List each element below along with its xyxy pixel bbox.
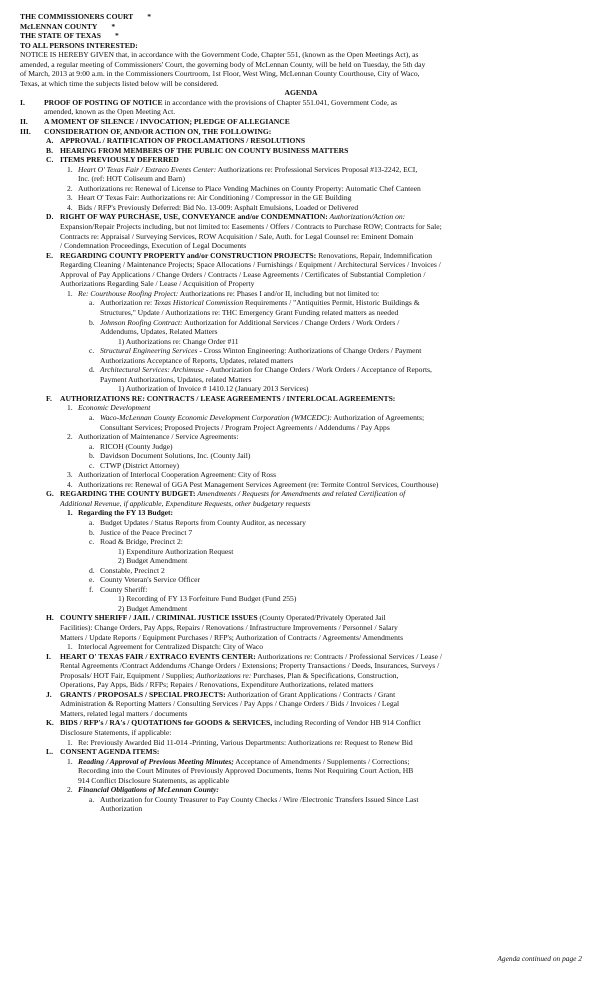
- list-item: [20, 480, 582, 490]
- star-mark: *: [147, 12, 152, 21]
- list-item-continued: Inc. (ref: HOT Coliseum and Barn): [78, 174, 185, 184]
- text-span: Regarding the FY 13 Budget:: [78, 508, 174, 518]
- to-all-persons: TO ALL PERSONS INTERESTED:: [20, 40, 138, 50]
- list-item-continued: Recording into the Court Minutes of Previously Approved Documents, Items Not Requiring Court Action, HB: [78, 766, 414, 776]
- text-span: Authorization/Action on:: [327, 212, 406, 222]
- list-item: [20, 642, 582, 652]
- section-iii: [20, 127, 582, 137]
- sub-sub-item: 1) Authorizations re: Change Order #11: [118, 336, 239, 346]
- list-marker: a.: [89, 412, 95, 422]
- text-span: Bids / RFP's Previously Deferred: Bid No. 13-009: Asphalt Emulsions, Loaded or Delivered: [78, 202, 359, 212]
- list-marker: b.: [89, 317, 95, 327]
- sub-item: [20, 537, 582, 547]
- list-marker: b.: [89, 451, 95, 461]
- list-item: [20, 203, 582, 213]
- item-text: Regarding Cleaning / Maintenance Projects; Space Allocations / Furnishings / Equipment / Architectural Services / Invoices /: [60, 260, 441, 270]
- text-span: Authorization of Agreements;: [331, 412, 425, 422]
- list-marker: 4.: [67, 479, 73, 489]
- notice-line: NOTICE IS HEREBY GIVEN that, in accordance with the Government Code, Chapter 551, (known as the Open Meetings Act), as: [20, 50, 419, 60]
- list-marker: a.: [89, 441, 95, 451]
- text-span: Purchases, Plan & Specifications, Construction,: [251, 670, 399, 680]
- sub-item-continued: Structures," Update / Authorizations re: THC Emergency Grant Funding related matters as needed: [100, 307, 399, 317]
- text-span: Requirements / "Antiquities Permit, Historic Buildings &: [243, 298, 420, 308]
- text-span: Financial Obligations of McLennan County:: [78, 785, 219, 795]
- item-text: Approval of Pay Applications / Change Orders / Contracts / Lease Agreements / Certificates of Substantial Completion /: [60, 269, 426, 279]
- item-text: Administration & Reporting Matters / Consulting Services / Pay Apps / Change Orders / Bids / Invoices / Legal: [60, 699, 400, 709]
- sub-sub-item: 2) Budget Amendment: [118, 603, 188, 613]
- item-h: [20, 613, 582, 623]
- agenda-title: AGENDA: [284, 88, 318, 98]
- item-text: Rental Agreements /Contract Addendums /Change Orders / Extensions; Property Transactions / Deeds, Insurances, Surveys /: [60, 661, 440, 671]
- list-marker: a.: [89, 794, 95, 804]
- sub-item: [20, 566, 582, 576]
- sub-item: [20, 585, 582, 595]
- item-d: [20, 212, 582, 222]
- list-item: [20, 432, 582, 442]
- sub-item: [20, 795, 582, 805]
- text-span: Authorization of Interlocal Cooperation Agreement: City of Ross: [78, 470, 277, 480]
- section-number: II.: [20, 117, 28, 127]
- text-span: Renovations, Repair, Indemnification: [316, 250, 433, 260]
- item-a: [20, 136, 582, 146]
- item-g: [20, 489, 582, 499]
- text-span: RIGHT OF WAY PURCHASE, USE, CONVEYANCE and/or CONDEMNATION:: [60, 212, 328, 222]
- sub-item: [20, 442, 582, 452]
- text-span: Architectural Services: Archimuse: [100, 365, 204, 375]
- text-span: (County Operated/Privately Operated Jail: [257, 613, 386, 623]
- section-title: CONSIDERATION OF, AND/OR ACTION ON, THE FOLLOWING:: [44, 126, 272, 136]
- item-text: Additional Revenue, if applicable, Expenditure Requests, other budgetary requests: [60, 498, 311, 508]
- sub-item: [20, 518, 582, 528]
- list-item: [20, 165, 582, 175]
- list-marker: E.: [46, 250, 53, 260]
- list-marker: J.: [46, 689, 52, 699]
- section-title: PROOF OF POSTING OF NOTICE: [44, 97, 163, 107]
- list-marker: 1.: [67, 288, 73, 298]
- sub-item: [20, 413, 582, 423]
- list-marker: 1.: [67, 164, 73, 174]
- court-title: THE COMMISSIONERS COURT: [20, 12, 134, 21]
- sub-item: [20, 346, 582, 356]
- sub-item: [20, 365, 582, 375]
- section-text: amended, known as the Open Meeting Act.: [44, 107, 176, 117]
- text-span: Davidson Document Solutions, Inc. (County Jail): [100, 451, 251, 461]
- text-span: Road & Bridge, Precinct 2:: [100, 537, 183, 547]
- state-title: THE STATE OF TEXAS: [20, 31, 101, 41]
- county-title: McLENNAN COUNTY: [20, 21, 98, 31]
- item-text: [20, 671, 582, 681]
- sub-item: [20, 298, 582, 308]
- sub-item-continued: Authorization: [100, 804, 143, 814]
- text-span: Budget Updates / Status Reports from County Auditor, as necessary: [100, 517, 306, 527]
- text-span: Re: Courthouse Roofing Project:: [78, 288, 179, 298]
- text-span: Justice of the Peace Precinct 7: [100, 527, 193, 537]
- list-marker: 1.: [67, 403, 73, 413]
- list-marker: d.: [89, 365, 95, 375]
- text-span: Authorization for County Treasurer to Pay County Checks / Wire /Electronic Transfers Issued Since Last: [100, 794, 419, 804]
- section-title: A MOMENT OF SILENCE / INVOCATION; PLEDGE OF ALLEGIANCE: [44, 117, 290, 127]
- text-span: REGARDING COUNTY PROPERTY and/or CONSTRUCTION PROJECTS:: [60, 250, 317, 260]
- list-marker: 3.: [67, 193, 73, 203]
- text-span: CONSENT AGENDA ITEMS:: [60, 747, 160, 757]
- item-text: / Condemnation Proceedings, Execution of Legal Documents: [60, 241, 247, 251]
- item-l: [20, 747, 582, 757]
- star-mark: *: [114, 31, 119, 41]
- text-span: Authorization of Grant Applications / Contracts / Grant: [225, 689, 396, 699]
- text-span: - Authorization for Change Orders / Work Orders / Acceptance of Reports,: [203, 365, 432, 375]
- text-span: Structural Engineering Services: [100, 346, 198, 356]
- list-marker: 2.: [67, 432, 73, 442]
- text-span: - Cross Winton Engineering: Authorizations of Change Orders / Payment: [197, 346, 422, 356]
- text-span: CTWP (District Attorney): [100, 460, 180, 470]
- sub-item: [20, 575, 582, 585]
- list-marker: I.: [46, 651, 51, 661]
- item-f: [20, 394, 582, 404]
- item-j: [20, 690, 582, 700]
- item-e: [20, 251, 582, 261]
- item-i: [20, 652, 582, 662]
- list-marker: D.: [46, 212, 54, 222]
- list-marker: 1.: [67, 642, 73, 652]
- section-number: I.: [20, 97, 25, 107]
- sub-item: [20, 528, 582, 538]
- list-marker: c.: [89, 346, 95, 356]
- list-marker: c.: [89, 537, 95, 547]
- list-item: [20, 785, 582, 795]
- sub-sub-item: 1) Recording of FY 13 Forfeiture Fund Budget (Fund 255): [118, 594, 297, 604]
- section-i: [20, 98, 582, 117]
- item-text: Matters / Update Reports / Equipment Purchases / RFP's; Authorization of Contracts / Agreements/ Amendments: [60, 632, 404, 642]
- sub-item-continued: Addendums, Updates, Related Matters: [100, 327, 218, 337]
- list-marker: 2.: [67, 183, 73, 193]
- text-span: Authorization for Additional Services / Change Orders / Work Orders /: [182, 317, 400, 327]
- list-marker: C.: [46, 155, 54, 165]
- star-mark: *: [111, 21, 116, 31]
- text-span: GRANTS / PROPOSALS / SPECIAL PROJECTS:: [60, 689, 226, 699]
- text-span: Johnson Roofing Contract:: [100, 317, 183, 327]
- text-span: Interlocal Agreement for Centralized Dispatch: City of Waco: [78, 642, 264, 652]
- section-number: III.: [20, 126, 31, 136]
- list-marker: 1.: [67, 756, 73, 766]
- list-marker: H.: [46, 613, 54, 623]
- item-c: [20, 155, 582, 165]
- list-marker: 1.: [67, 508, 73, 518]
- list-item: [20, 289, 582, 299]
- text-span: Waco-McLennan County Economic Development Corporation (WMCEDC):: [100, 412, 332, 422]
- item-text: Disclosure Statements, if applicable:: [60, 728, 172, 738]
- sub-item-continued: Payment Authorizations, Updates, related Matters: [100, 374, 252, 384]
- sub-sub-item: 1) Expenditure Authorization Request: [118, 546, 234, 556]
- text-span: Authorizations re: Renewal of License to Place Vending Machines on County Property: Automatic Chef Canteen: [78, 183, 421, 193]
- notice-line: of March, 2013 at 9:00 a.m. in the Commissioners Courtroom, 1st Floor, West Wing, McLennan County Courthouse, City of Waco,: [20, 69, 420, 79]
- list-marker: 4.: [67, 202, 73, 212]
- list-item: [20, 470, 582, 480]
- text-span: Texas Historical Commission: [153, 298, 244, 308]
- list-item: [20, 403, 582, 413]
- text-span: Proposals/ HOT Fair, Equipment / Supplies;: [60, 670, 197, 680]
- text-span: HEARING FROM MEMBERS OF THE PUBLIC ON COUNTY BUSINESS MATTERS: [60, 145, 349, 155]
- list-marker: F.: [46, 393, 52, 403]
- list-marker: c.: [89, 460, 95, 470]
- notice-line: Texas, at which time the subjects listed below will be considered.: [20, 78, 219, 88]
- header-block: [20, 12, 582, 50]
- list-marker: K.: [46, 718, 54, 728]
- sub-item-continued: Consultant Services; Proposed Projects / Program Project Agreements / Addendums / Pay Apps: [100, 422, 390, 432]
- text-span: BIDS / RFP's / RA's / QUOTATIONS for GOODS & SERVICES,: [60, 718, 273, 728]
- list-item: [20, 184, 582, 194]
- text-span: County Veteran's Service Officer: [100, 575, 200, 585]
- list-item: [20, 193, 582, 203]
- item-text: Expansion/Repair Projects including, but not limited to: Easements / Offers / Contracts to Purchase ROW; Contracts for Sale;: [60, 222, 442, 232]
- item-b: [20, 146, 582, 156]
- item-text: Authorizations Regarding Sale / Lease / Acquisition of Property: [60, 279, 255, 289]
- text-span: Heart O' Texas Fair: Authorizations re: Air Conditioning / Compressor in the GE Building: [78, 193, 352, 203]
- sub-item: [20, 451, 582, 461]
- list-item: [20, 757, 582, 767]
- list-item: [20, 738, 582, 748]
- item-text: Operations, Pay Apps, Bids / RFPs; Repairs / Renovations, Expenditure Authorizations, related matters: [60, 680, 374, 690]
- text-span: RICOH (County Judge): [100, 441, 173, 451]
- item-k: [20, 718, 582, 728]
- item-text: Contracts re: Appraisal / Surveying Services, ROW Acquisition / Sale, Auth. for Legal Counsel re: Eminent Domain: [60, 231, 414, 241]
- text-span: Authorizations re: Phases I and/or II, including but not limited to:: [178, 288, 380, 298]
- text-span: Authorization of Maintenance / Service Agreements:: [78, 432, 239, 442]
- list-marker: 3.: [67, 470, 73, 480]
- text-span: Authorizations re: Professional Services Proposal #13-2242, ECI,: [216, 164, 418, 174]
- text-span: Reading / Approval of Previous Meeting Minutes;: [78, 756, 234, 766]
- list-marker: 2.: [67, 785, 73, 795]
- list-marker: e.: [89, 575, 95, 585]
- list-marker: a.: [89, 298, 95, 308]
- list-item: [20, 508, 582, 518]
- text-span: Re: Previously Awarded Bid 11-014 -Printing, Various Departments: Authorizations re: Request to Renew Bid: [78, 737, 413, 747]
- text-span: HEART O' TEXAS FAIR / EXTRACO EVENTS CENTER:: [60, 651, 256, 661]
- section-ii: [20, 117, 582, 127]
- text-span: Economic Development: [78, 403, 151, 413]
- list-marker: a.: [89, 517, 95, 527]
- continued-note: Agenda continued on page 2: [497, 954, 582, 963]
- text-span: COUNTY SHERIFF / JAIL / CRIMINAL JUSTICE ISSUES: [60, 613, 258, 623]
- sub-item: [20, 461, 582, 471]
- text-span: Constable, Precinct 2: [100, 565, 165, 575]
- sub-item-continued: Authorizations Acceptance of Reports, Updates, related matters: [100, 355, 294, 365]
- list-marker: d.: [89, 565, 95, 575]
- text-span: REGARDING THE COUNTY BUDGET:: [60, 489, 196, 499]
- list-item-continued: 914 Conflict Disclosure Statements, as applicable: [78, 775, 229, 785]
- list-marker: f.: [89, 584, 94, 594]
- notice-line: amended, a regular meeting of Commissioners' Court, the governing body of McLennan County, will be held on Tuesday, the 5th day: [20, 59, 426, 69]
- list-marker: b.: [89, 527, 95, 537]
- text-span: ITEMS PREVIOUSLY DEFERRED: [60, 155, 179, 165]
- sub-sub-item: 2) Budget Amendment: [118, 556, 188, 566]
- text-span: Heart O' Texas Fair / Extraco Events Center:: [78, 164, 217, 174]
- text-span: including Recording of Vendor HB 914 Conflict: [272, 718, 421, 728]
- text-span: Authorizations re: Contracts / Professional Services / Lease /: [255, 651, 442, 661]
- text-span: Authorizations re:: [196, 670, 252, 680]
- text-span: Amendments / Requests for Amendments and related Certification of: [195, 489, 406, 499]
- list-marker: L.: [46, 747, 53, 757]
- sub-sub-item: 1) Authorization of Invoice # 1410.12 (January 2013 Services): [118, 384, 309, 394]
- list-marker: A.: [46, 136, 54, 146]
- item-text: Matters, related legal matters / documents: [60, 708, 188, 718]
- list-marker: G.: [46, 489, 54, 499]
- section-text: in accordance with the provisions of Chapter 551.041, Government Code, as: [162, 97, 398, 107]
- text-span: Authorization re:: [100, 298, 154, 308]
- text-span: Acceptance of Amendments / Supplements / Corrections;: [233, 756, 410, 766]
- list-marker: 1.: [67, 737, 73, 747]
- text-span: APPROVAL / RATIFICATION OF PROCLAMATIONS / RESOLUTIONS: [60, 136, 306, 146]
- text-span: Authorizations re: Renewal of GGA Pest Management Services Agreement (re: Termite Control Services, Courthouse): [78, 479, 439, 489]
- item-text: Facilities): Change Orders, Pay Apps, Repairs / Renovations / Infrastructure Improvements / Personnel / Salary: [60, 623, 398, 632]
- sub-item: [20, 318, 582, 328]
- notice-paragraph: [20, 50, 582, 88]
- text-span: AUTHORIZATIONS RE: CONTRACTS / LEASE AGREEMENTS / INTERLOCAL AGREEMENTS:: [60, 393, 396, 403]
- list-marker: B.: [46, 145, 53, 155]
- text-span: County Sheriff:: [100, 584, 148, 594]
